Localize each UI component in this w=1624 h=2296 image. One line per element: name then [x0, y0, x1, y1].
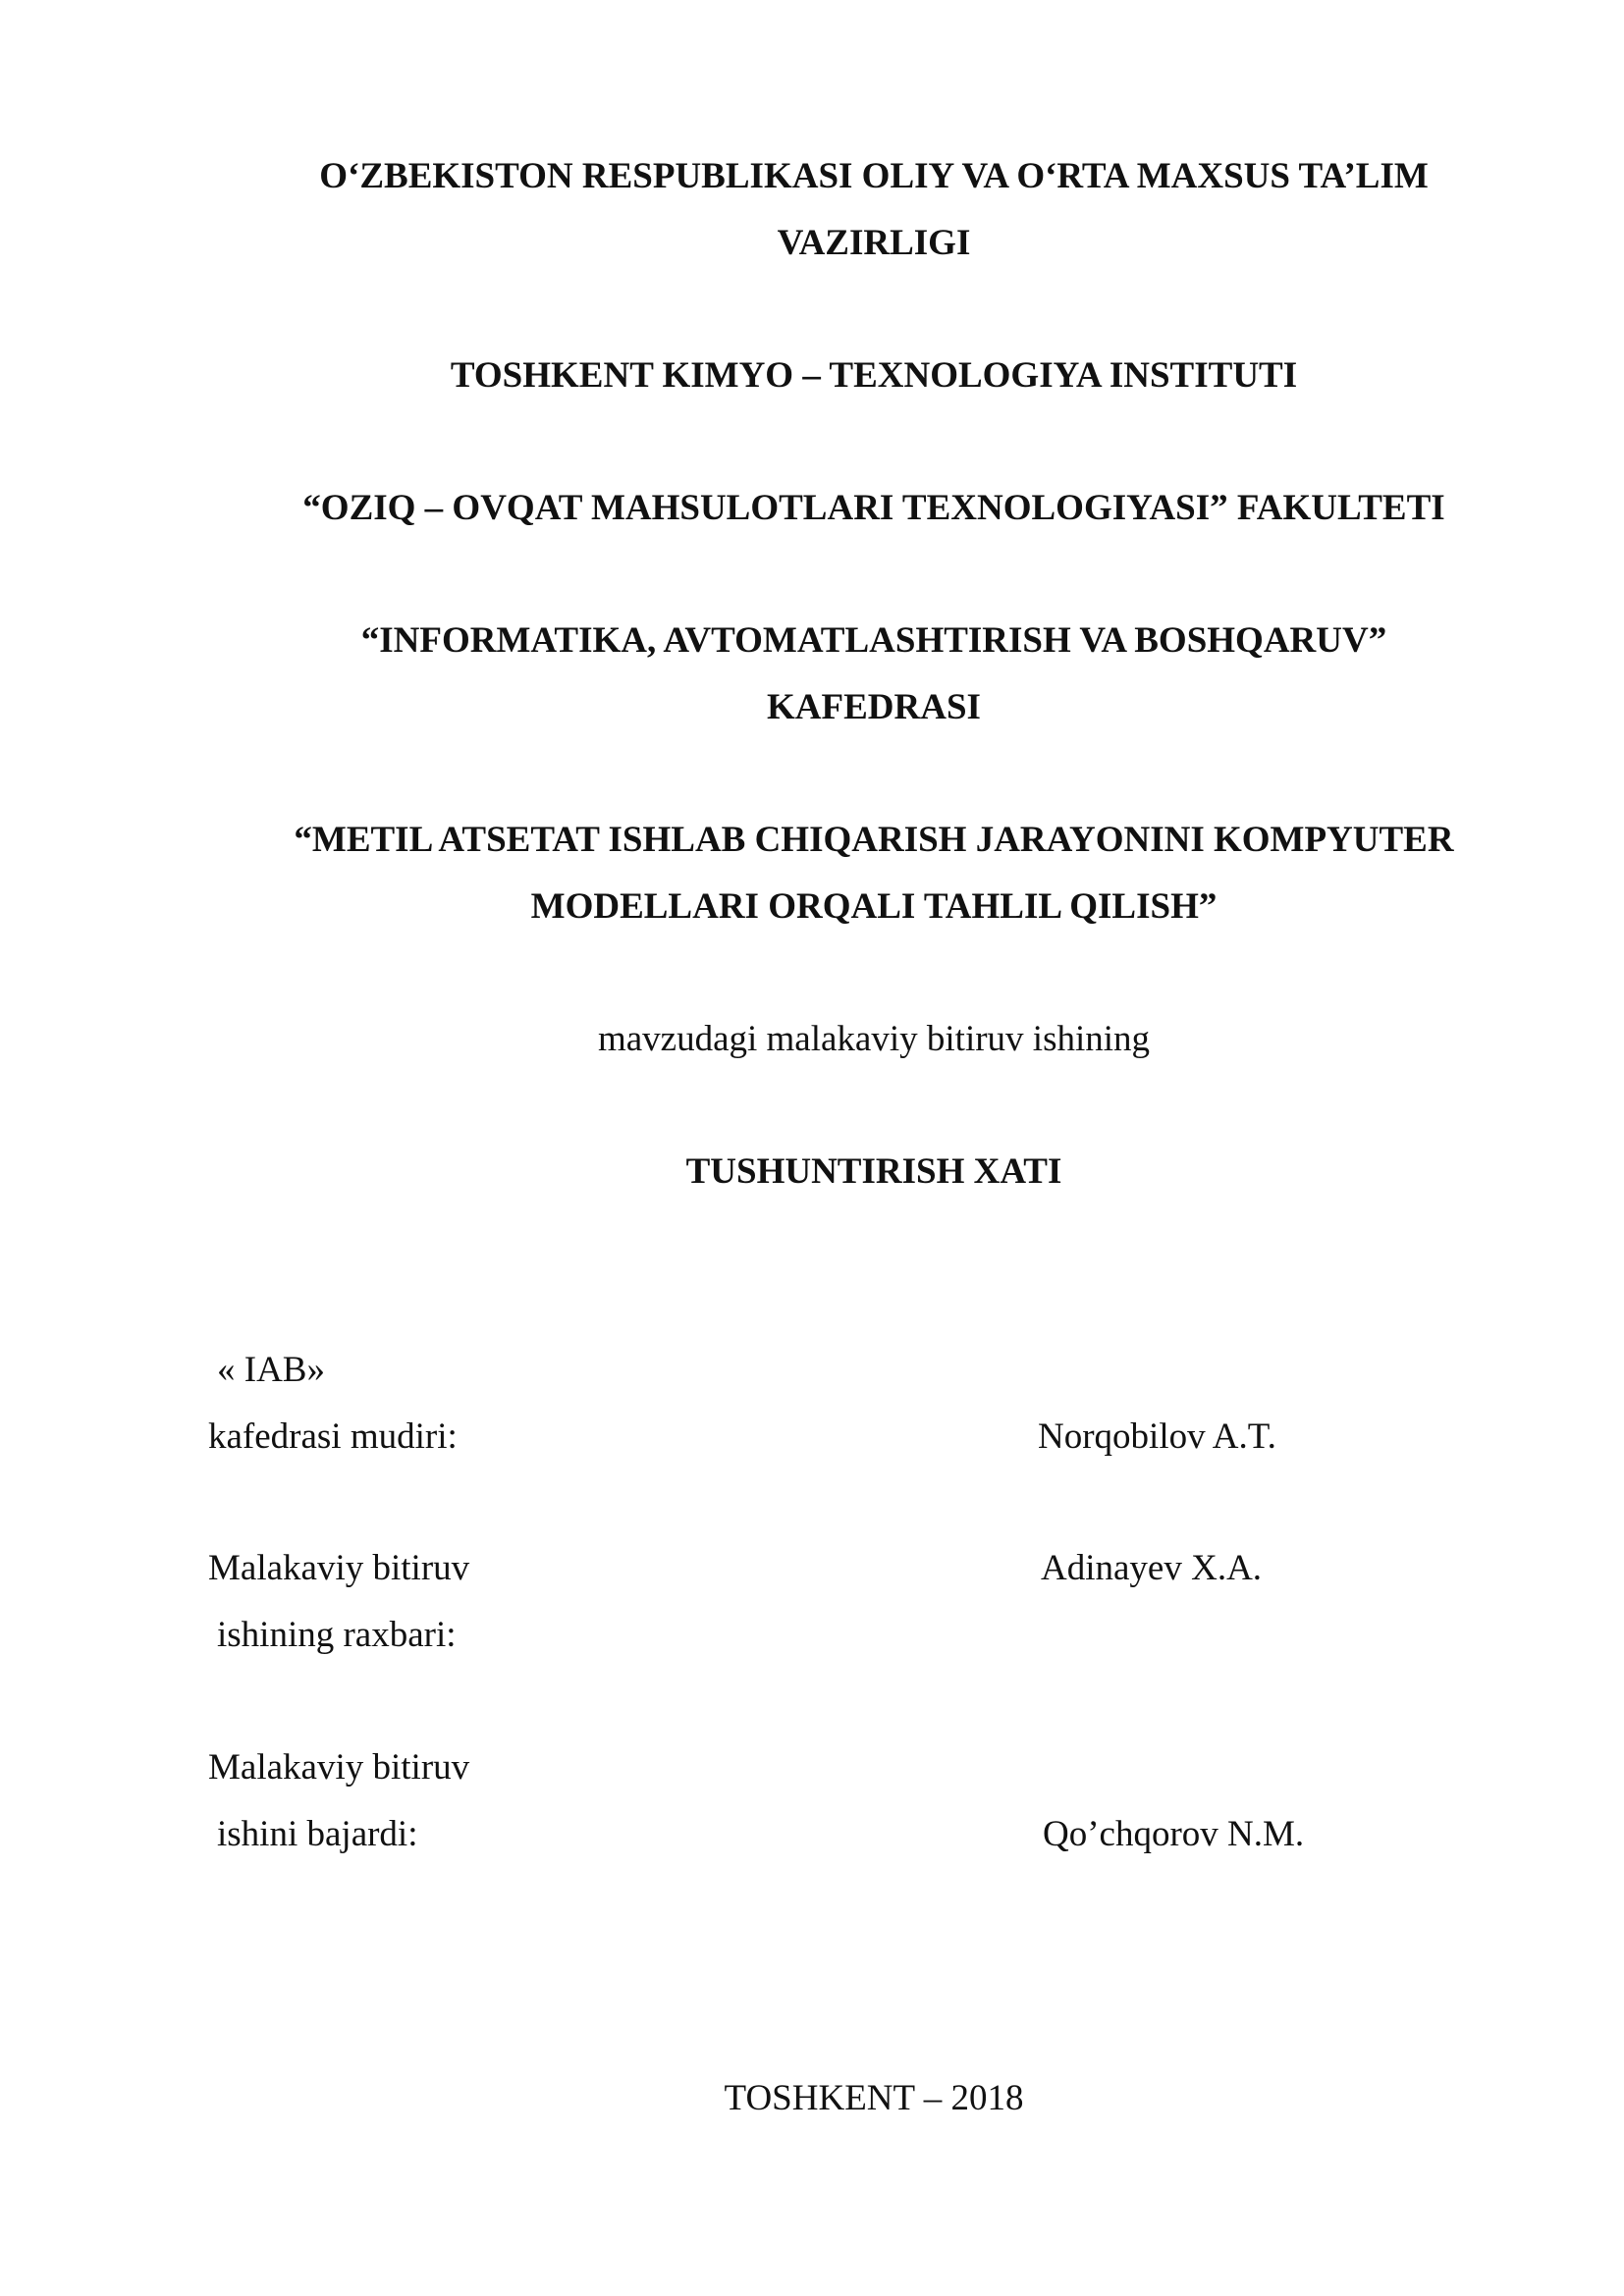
faculty-name: “OZIQ – OVQAT MAHSULOTLARI TEXNOLOGIYASI” FAKULTETI — [302, 488, 1445, 528]
city-year: TOSHKENT – 2018 — [724, 2078, 1024, 2118]
document-type: TUSHUNTIRISH XATI — [685, 1151, 1062, 1192]
signature-label-line-2: kafedrasi mudiri: — [208, 1416, 458, 1457]
ministry-line-1: O‘ZBEKISTON RESPUBLIKASI OLIY VA O‘RTA MAXSUS TA’LIM — [319, 156, 1429, 196]
department-line-2: KAFEDRASI — [767, 687, 981, 727]
signature-name: Adinayev X.A. — [1041, 1548, 1263, 1588]
institute-name: TOSHKENT KIMYO – TEXNOLOGIYA INSTITUTI — [450, 355, 1298, 396]
signature-name: Qo’chqorov N.M. — [1043, 1814, 1305, 1854]
topic-line-1: “METIL ATSETAT ISHLAB CHIQARISH JARAYONINI KOMPYUTER — [294, 820, 1454, 860]
signature-name: Norqobilov A.T. — [1038, 1416, 1276, 1457]
signature-label-line-1: « IAB» — [217, 1350, 325, 1390]
department-line-1: “INFORMATIKA, AVTOMATLASHTIRISH VA BOSHQARUV” — [360, 620, 1387, 661]
signature-label-line-2: ishining raxbari: — [217, 1615, 457, 1655]
signature-label-line-1: Malakaviy bitiruv — [208, 1548, 470, 1588]
ministry-line-2: VAZIRLIGI — [777, 223, 971, 263]
topic-line-2: MODELLARI ORQALI TAHLIL QILISH” — [530, 886, 1218, 927]
signature-label-line-1: Malakaviy bitiruv — [208, 1747, 470, 1788]
signature-label-line-2: ishini bajardi: — [217, 1814, 418, 1854]
topic-subtitle: mavzudagi malakaviy bitiruv ishining — [597, 1019, 1151, 1059]
